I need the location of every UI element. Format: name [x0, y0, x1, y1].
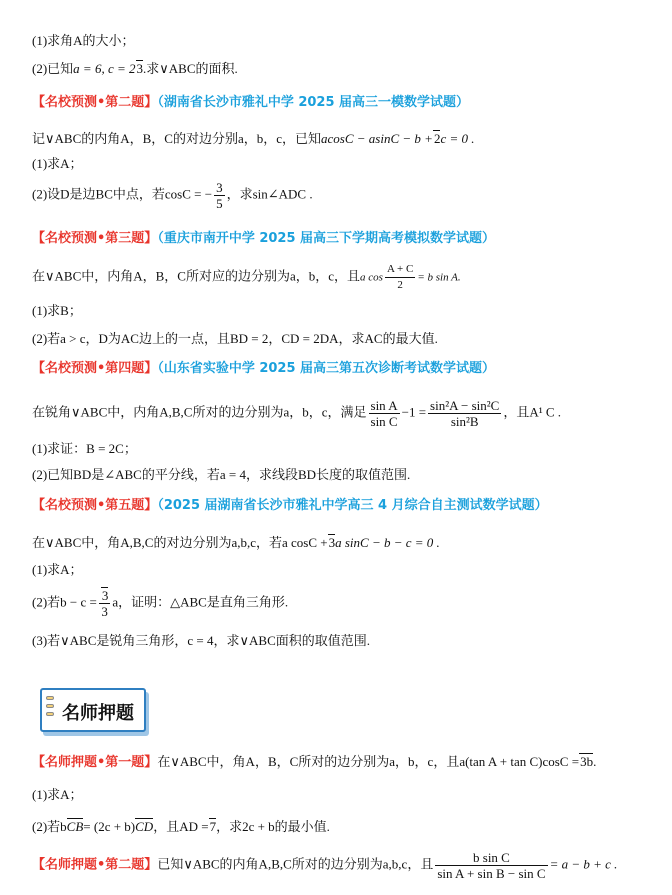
problem-heading-5: 【名校预测•第五题】（2025 届湖南省长沙市雅礼中学高三 4 月综合自主测试数学试题） [32, 498, 548, 513]
problem-4-part-2: (2)已知BD是∠ABC的平分线，若a = 4，求线段BD长度的取值范围. [32, 467, 411, 482]
problem-4-part-1: (1)求证：B = 2C； [32, 441, 137, 456]
master-problem-1-part-2: (2)若bCB= (2c + b)CD，且AD =7，求2c + b的最小值. [32, 819, 330, 834]
problem-3-part-2: (2)若a > c，D为AC边上的一点，且BD = 2，CD = 2DA，求AC的最大值. [32, 331, 438, 346]
master-problem-1-stem: 【名师押题•第一题】在∨ABC中，角A，B，C所对的边分别为a，b，c，且a(tan A + tan C)cosC =3b. [32, 754, 597, 770]
notebook-spiral-icon [46, 696, 54, 720]
question-part-2: (2)已知a = 6, c = 23.求∨ABC的面积. [32, 61, 238, 76]
problem-heading-2: 【名校预测•第二题】（湖南省长沙市雅礼中学 2025 届高三一模数学试题） [32, 95, 470, 110]
problem-5-part-1: (1)求A； [32, 562, 83, 577]
problem-stem-4: 在锐角∨ABC中，内角A,B,C所对的边分别为a，b，c，满足 $\frac{\text{sin A}}{\text{sin C}}$ −1 = $\frac{\text{sin²A − sin²C}}{\text{sin²B}}$ ，且A¹ C . [32, 398, 562, 429]
problem-2-part-1: (1)求A； [32, 156, 83, 171]
problem-5-part-2: (2)若b − c = $\frac{3}{3}$ a，证明：△ABC是直角三角形. [32, 588, 289, 619]
master-problem-2-stem: 【名师押题•第二题】已知∨ABC的内角A,B,C所对的边分别为a,b,c，且 $\frac{\text{b sin C}}{\text{sin A + sin B − sin C}}$ = a − b + c . [32, 850, 618, 881]
master-problem-1-part-1: (1)求A； [32, 787, 83, 802]
problem-3-part-1: (1)求B； [32, 303, 82, 318]
problem-stem-3: 在∨ABC中，内角A，B，C所对应的边分别为a，b，c，且a cos $\frac{A + C}{2}$ = b sin A. [32, 263, 461, 291]
problem-2-part-2: (2)设D是边BC中点，若cosC = − $\frac{3}{5}$ ，求sin∠ADC . [32, 180, 313, 211]
problem-5-part-3: (3)若∨ABC是锐角三角形，c = 4，求∨ABC面积的取值范围. [32, 633, 371, 648]
problem-heading-4: 【名校预测•第四题】（山东省实验中学 2025 届高三第五次诊断考试数学试题） [32, 361, 496, 376]
section-badge-label: 名师押题 [62, 703, 134, 724]
problem-stem-5: 在∨ABC中，角A,B,C的对边分别为a,b,c，若a cosC +3a sinC − b − c = 0 . [32, 535, 440, 550]
section-badge [40, 688, 146, 732]
problem-stem-2: 记∨ABC的内角A，B，C的对边分别a，b，c，已知acosC − asinC − b +2c = 0 . [32, 131, 475, 146]
problem-heading-3: 【名校预测•第三题】（重庆市南开中学 2025 届高三下学期高考模拟数学试题） [32, 231, 496, 246]
question-part-1: (1)求角A的大小； [32, 33, 135, 48]
